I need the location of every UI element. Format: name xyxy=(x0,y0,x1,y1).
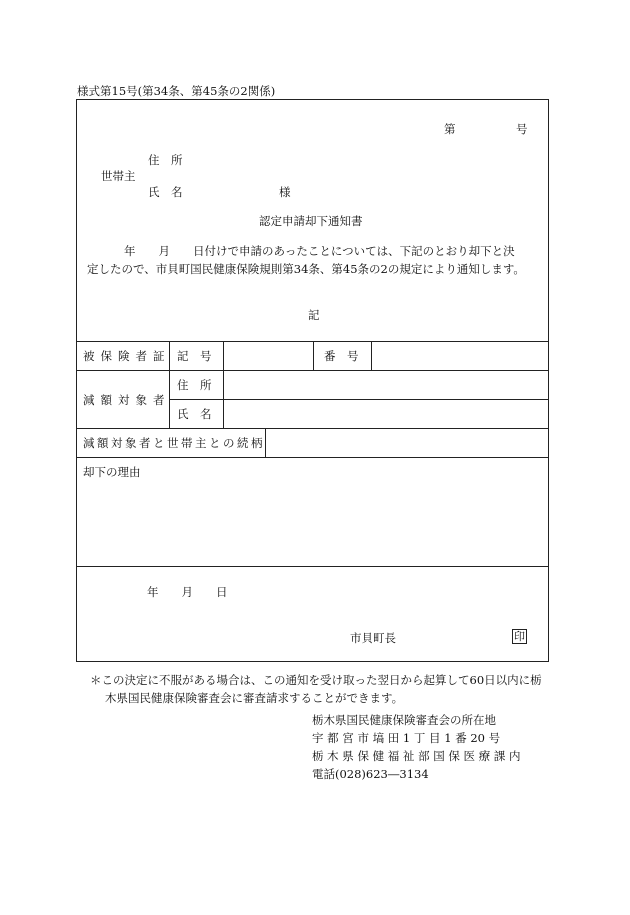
issuer-name: 市貝町長 xyxy=(350,631,396,645)
honorific-sama: 様 xyxy=(279,185,291,199)
table-line xyxy=(76,428,549,429)
number-go: 号 xyxy=(516,122,528,136)
reduction-target-label: 減額対象者 xyxy=(83,393,171,407)
target-name-label: 氏 名 xyxy=(177,407,212,421)
ki-heading: 記 xyxy=(308,308,320,322)
table-line xyxy=(313,341,314,370)
table-line xyxy=(371,341,372,370)
table-line xyxy=(223,341,224,428)
appeal-note-line-1: ＊この決定に不服がある場合は、この通知を受け取った翌日から起算して60日以内に栃 xyxy=(90,673,542,687)
number-dai: 第 xyxy=(444,122,456,136)
table-line xyxy=(76,566,549,567)
table-line xyxy=(76,370,549,371)
body-line-2: 定したので、市貝町国民健康保険規則第34条、第45条の2の規定により通知します。 xyxy=(87,262,525,276)
seal-mark: 印 xyxy=(514,630,525,643)
table-line xyxy=(76,457,549,458)
table-line xyxy=(169,399,549,400)
council-address-line-1: 宇 都 宮 市 塙 田 1 丁 目 1 番 20 号 xyxy=(312,731,501,745)
appeal-note-line-2: 木県国民健康保険審査会に審査請求することができます。 xyxy=(105,691,404,705)
issue-date: 年 月 日 xyxy=(147,585,228,599)
council-phone: 電話(028)623―3134 xyxy=(312,767,429,781)
addressee-name-label: 氏 名 xyxy=(148,185,183,199)
council-address-title: 栃木県国民健康保険審査会の所在地 xyxy=(312,713,496,727)
symbol-label: 記 号 xyxy=(177,349,212,363)
card-number-label: 番 号 xyxy=(324,349,359,363)
addressee-address-label: 住 所 xyxy=(148,153,183,167)
council-address-line-2: 栃 木 県 保 健 福 祉 部 国 保 医 療 課 内 xyxy=(312,749,521,763)
relationship-label: 減額対象者と世帯主との続柄 xyxy=(83,436,265,450)
table-line xyxy=(265,428,266,457)
form-frame xyxy=(76,99,549,662)
document-title: 認定申請却下通知書 xyxy=(259,214,363,228)
target-address-label: 住 所 xyxy=(177,378,212,392)
rejection-reason-label: 却下の理由 xyxy=(83,465,141,479)
form-number: 様式第15号(第34条、第45条の2関係) xyxy=(77,84,276,98)
insurance-card-label: 被保険者証 xyxy=(83,349,171,363)
body-line-1: 年 月 日付けで申請のあったことについては、下記のとおり却下と決 xyxy=(124,244,515,258)
householder-label: 世帯主 xyxy=(101,169,136,183)
